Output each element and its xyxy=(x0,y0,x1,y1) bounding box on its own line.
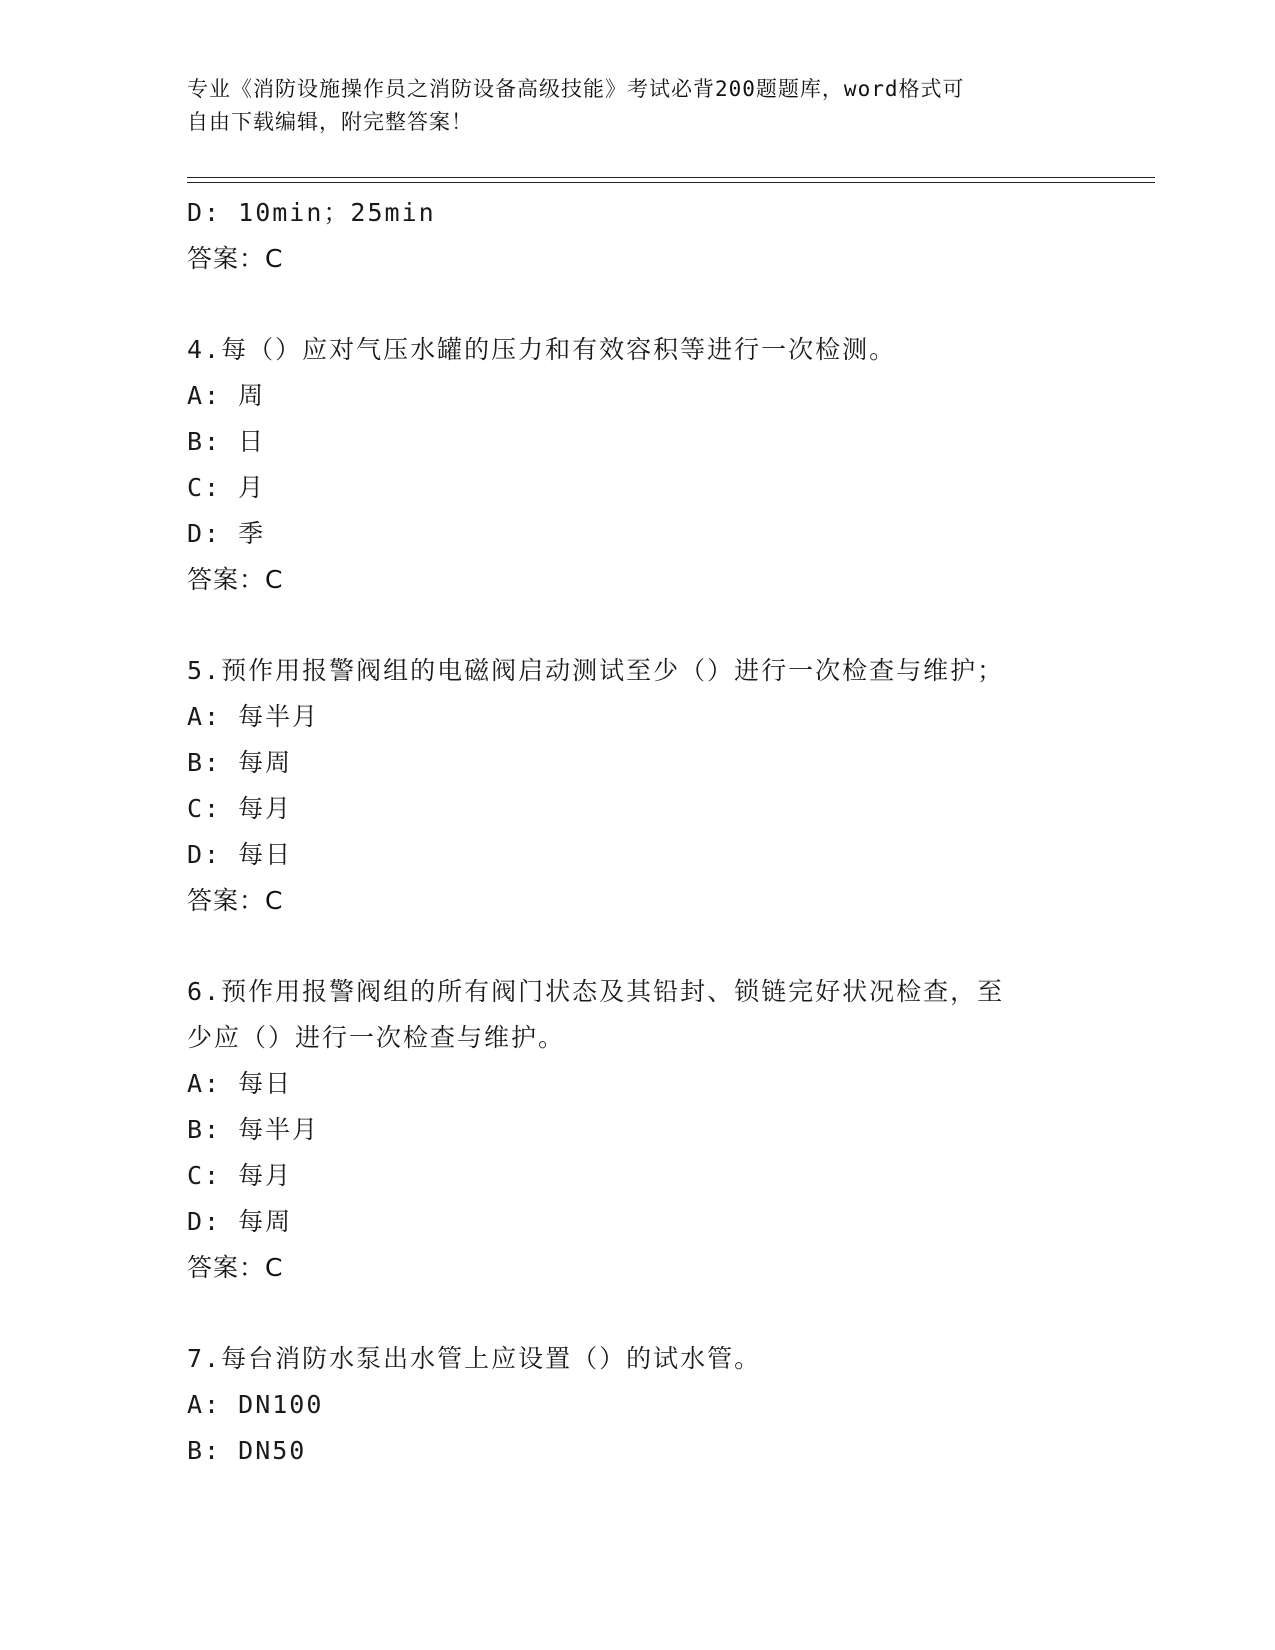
q5-option-b: B: 每周 xyxy=(187,748,293,777)
q6-answer: 答案：C xyxy=(187,1253,284,1282)
q4-option-d: D: 季 xyxy=(187,519,266,548)
q5-text: 5.预作用报警阀组的电磁阀启动测试至少（）进行一次检查与维护； xyxy=(187,656,1005,685)
q7-option-b: B: DN50 xyxy=(187,1436,307,1465)
q3-option-d: D: 10min；25min xyxy=(187,198,436,227)
question-content xyxy=(187,190,1087,1474)
q6-text-line-1: 6.预作用报警阀组的所有阀门状态及其铅封、锁链完好状况检查，至 xyxy=(187,977,1005,1006)
q5-option-c: C: 每月 xyxy=(187,794,293,823)
q7-text: 7.每台消防水泵出水管上应设置（）的试水管。 xyxy=(187,1344,762,1373)
q4-answer: 答案：C xyxy=(187,565,284,594)
q4-option-c: C: 月 xyxy=(187,473,266,502)
q6-text-line-2: 少应（）进行一次检查与维护。 xyxy=(187,1023,566,1052)
document-header xyxy=(187,73,1067,139)
header-line-1: 专业《消防设施操作员之消防设备高级技能》考试必背200题题库，word格式可 xyxy=(187,77,965,101)
q5-answer: 答案：C xyxy=(187,886,284,915)
q6-option-a: A: 每日 xyxy=(187,1069,293,1098)
q6-option-b: B: 每半月 xyxy=(187,1115,320,1144)
q4-option-b: B: 日 xyxy=(187,427,266,456)
header-line-2: 自由下载编辑，附完整答案！ xyxy=(187,110,473,134)
header-rule-bottom xyxy=(187,182,1155,183)
q6-option-c: C: 每月 xyxy=(187,1161,293,1190)
q6-option-d: D: 每周 xyxy=(187,1207,293,1236)
q5-option-a: A: 每半月 xyxy=(187,702,320,731)
q3-answer: 答案：C xyxy=(187,244,284,273)
q5-option-d: D: 每日 xyxy=(187,840,293,869)
q7-option-a: A: DN100 xyxy=(187,1390,324,1419)
q4-text: 4.每（）应对气压水罐的压力和有效容积等进行一次检测。 xyxy=(187,335,897,364)
q4-option-a: A: 周 xyxy=(187,381,266,410)
header-rule-top xyxy=(187,177,1155,178)
